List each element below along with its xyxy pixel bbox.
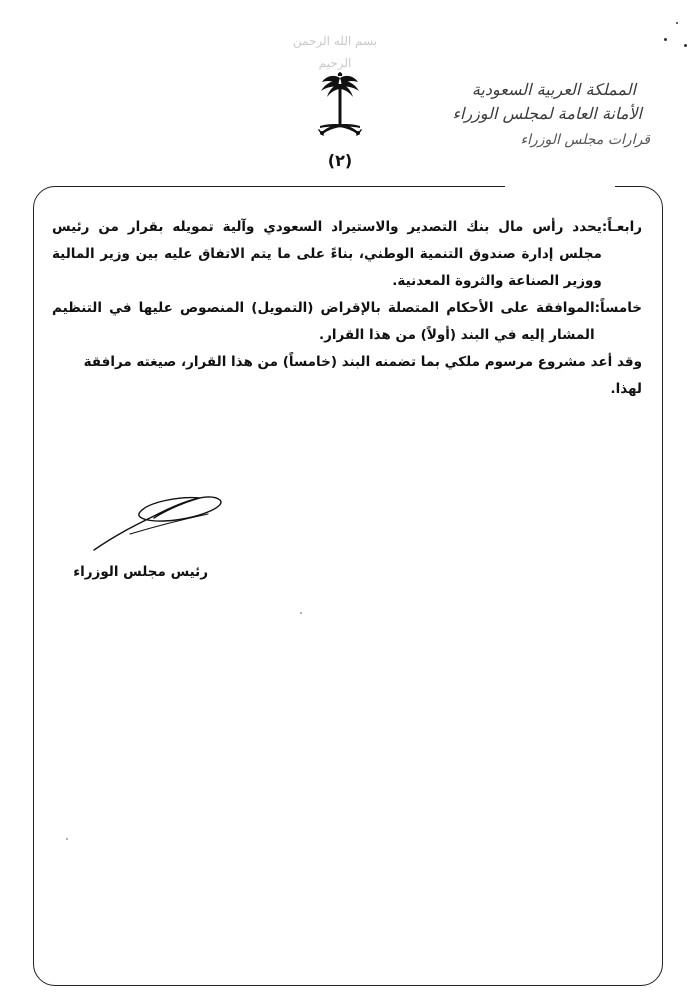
frame-gap (505, 183, 615, 191)
palm-swords-emblem-icon (316, 72, 364, 148)
handwritten-signature-icon (80, 488, 230, 554)
closing-paragraph: وقد أعد مشروع مرسوم ملكي بما تضمنه البند (خامساً) من هذا القرار، صيغته مرافقة لهذا. (83, 354, 642, 397)
secretariat-name: الأمانة العامة لمجلس الوزراء (452, 104, 642, 123)
clause-fourth-label: رابعـاً: (601, 219, 642, 235)
clause-fourth (52, 214, 642, 295)
letterhead (452, 78, 650, 152)
scan-speck (676, 22, 678, 24)
scan-speck (684, 44, 687, 47)
decision-body (52, 214, 642, 403)
clause-fifth (52, 295, 642, 349)
clause-fifth-text: الموافقة على الأحكام المتصلة بالإقراض (التمويل) المنصوص عليها في التنظيم المشار إليه في البند (أولاً) من هذا القرار. (52, 300, 595, 343)
decisions-label: قرارات مجلس الوزراء (520, 132, 650, 148)
signatory-title: رئيس مجلس الوزراء (73, 564, 208, 580)
clause-fifth-label: خامساً: (594, 300, 642, 316)
scan-dot (66, 838, 68, 840)
kingdom-name: المملكة العربية السعودية (471, 80, 636, 99)
scan-dot (300, 612, 302, 614)
page-number: (٢) (327, 151, 353, 170)
basmala: بسم الله الرحمن الرحيم (292, 34, 378, 70)
scan-speck (664, 38, 667, 41)
clause-fourth-text: يحدد رأس مال بنك التصدير والاستيراد السعودي وآلية تمويله بقرار من رئيس مجلس إدارة صندوق التنمية الوطني، بناءً على ما يتم الاتفاق عليه بين وزير المالية ووزير الصناعة والثروة المعدنية. (52, 219, 602, 289)
